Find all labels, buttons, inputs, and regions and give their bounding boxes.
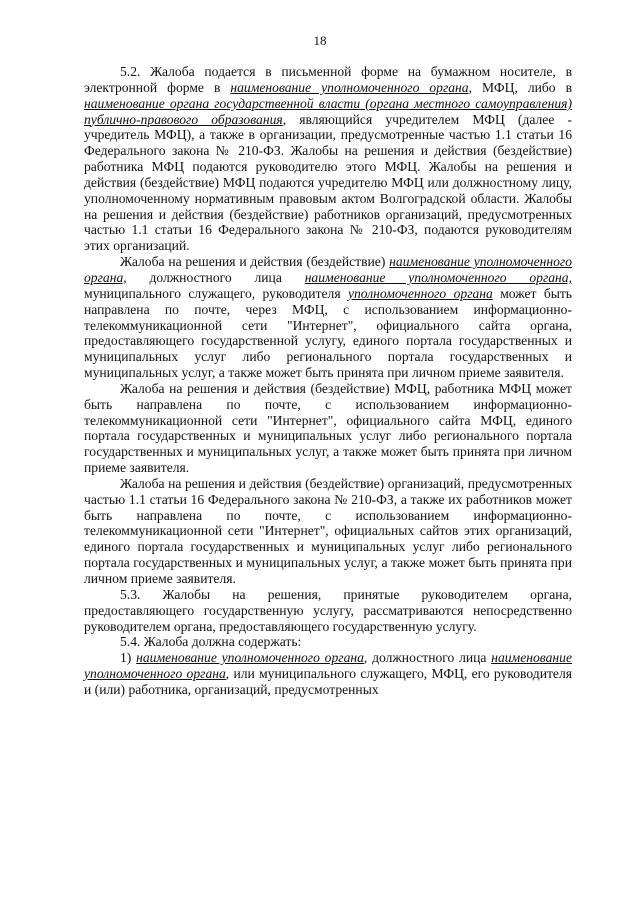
paragraph-text: , или муниципального служащего, МФЦ, его руководителя и (или) работника, организаций, предусмотренных <box>84 666 572 697</box>
paragraph-text: 5.2. Жалоба подается в письменной форме на бумажном носителе, в электронной форме в <box>84 64 572 95</box>
placeholder-phrase: наименование уполномоченного органа <box>84 650 572 682</box>
paragraph <box>84 650 572 698</box>
paragraph <box>84 587 572 635</box>
paragraph-text: Жалоба на решения и действия (бездействие) <box>120 254 390 270</box>
paragraph-text: 1) <box>120 650 137 666</box>
paragraph-text: 5.4. Жалоба должна содержать: <box>120 634 302 650</box>
paragraph-text: 5.3. Жалобы на решения, принятые руководителем органа, предоставляющего государственную услугу, рассматриваются непосредственно руководителем органа, предоставляющего государственную услугу. <box>84 586 572 634</box>
paragraph <box>84 634 572 650</box>
paragraph <box>84 476 572 587</box>
placeholder-phrase: наименование уполномоченного органа, <box>304 269 572 285</box>
paragraph-text: , должностного лица <box>363 650 492 666</box>
paragraph-text: Жалоба на решения и действия (бездействие) организаций, предусмотренных частью 1.1 статьи 16 Федерального закона № 210-ФЗ, а также их работников может быть направлена по почте, с использованием информационно-телекоммуникационной сети "Интернет", официальных сайтов этих организаций, единого портала государственных и муниципальных услуг либо регионального портала государственных и муниципальных услуг, а также может быть принята при личном приеме заявителя. <box>84 475 572 586</box>
placeholder-phrase: уполномоченного органа <box>347 285 493 301</box>
paragraph-text: должностного лица <box>126 269 305 285</box>
paragraph-text: может быть направлена по почте, через МФЦ, с использованием информационно-телекоммуникационной сети "Интернет", официального сайта органа, предоставляющего государственной услугу, единого портала государственных и муниципальных услуг либо регионального портала государственных и муниципальных услуг, а также может быть принята при личном приеме заявителя. <box>84 285 573 381</box>
placeholder-phrase: наименование уполномоченного органа <box>136 650 364 666</box>
paragraph <box>84 254 572 381</box>
paragraph-text: Жалоба на решения и действия (бездействие) МФЦ, работника МФЦ может быть направлена по почте, с использованием информационно-телекоммуникационной сети "Интернет", официального сайта МФЦ, единого портала государственных и муниципальных услуг либо регионального портала государственных и муниципальных услуг, а также может быть принята при личном приеме заявителя. <box>84 380 572 476</box>
document-body <box>84 64 572 698</box>
paragraph-text: , являющийся учредителем МФЦ (далее - учредитель МФЦ), а также в организации, предусмотренные частью 1.1 статьи 16 Федерального закона № 210-ФЗ. Жалобы на решения и действия (бездействие) работника МФЦ подаются руководителю этого МФЦ. Жалобы на решения и действия (бездействие) МФЦ подаются учредителю МФЦ или должностному лицу, уполномоченному нормативным правовым актом Волгоградской области. Жалобы на решения и действия (бездействие) работников организаций, предусмотренных частью 1.1 статьи 16 Федерального закона № 210-ФЗ, подаются руководителям этих организаций. <box>84 111 573 254</box>
placeholder-phrase: наименование уполномоченного органа <box>230 79 469 95</box>
placeholder-phrase: наименование уполномоченного органа, <box>84 254 572 285</box>
paragraph-text: , МФЦ, либо в <box>468 79 572 95</box>
placeholder-phrase: наименование органа государственной власти (органа местного самоуправления) публично-правового образования <box>84 95 572 127</box>
page-number: 18 <box>313 33 327 48</box>
paragraph <box>84 381 572 476</box>
paragraph-text: муниципального служащего, руководителя <box>84 285 348 301</box>
paragraph <box>84 64 572 254</box>
